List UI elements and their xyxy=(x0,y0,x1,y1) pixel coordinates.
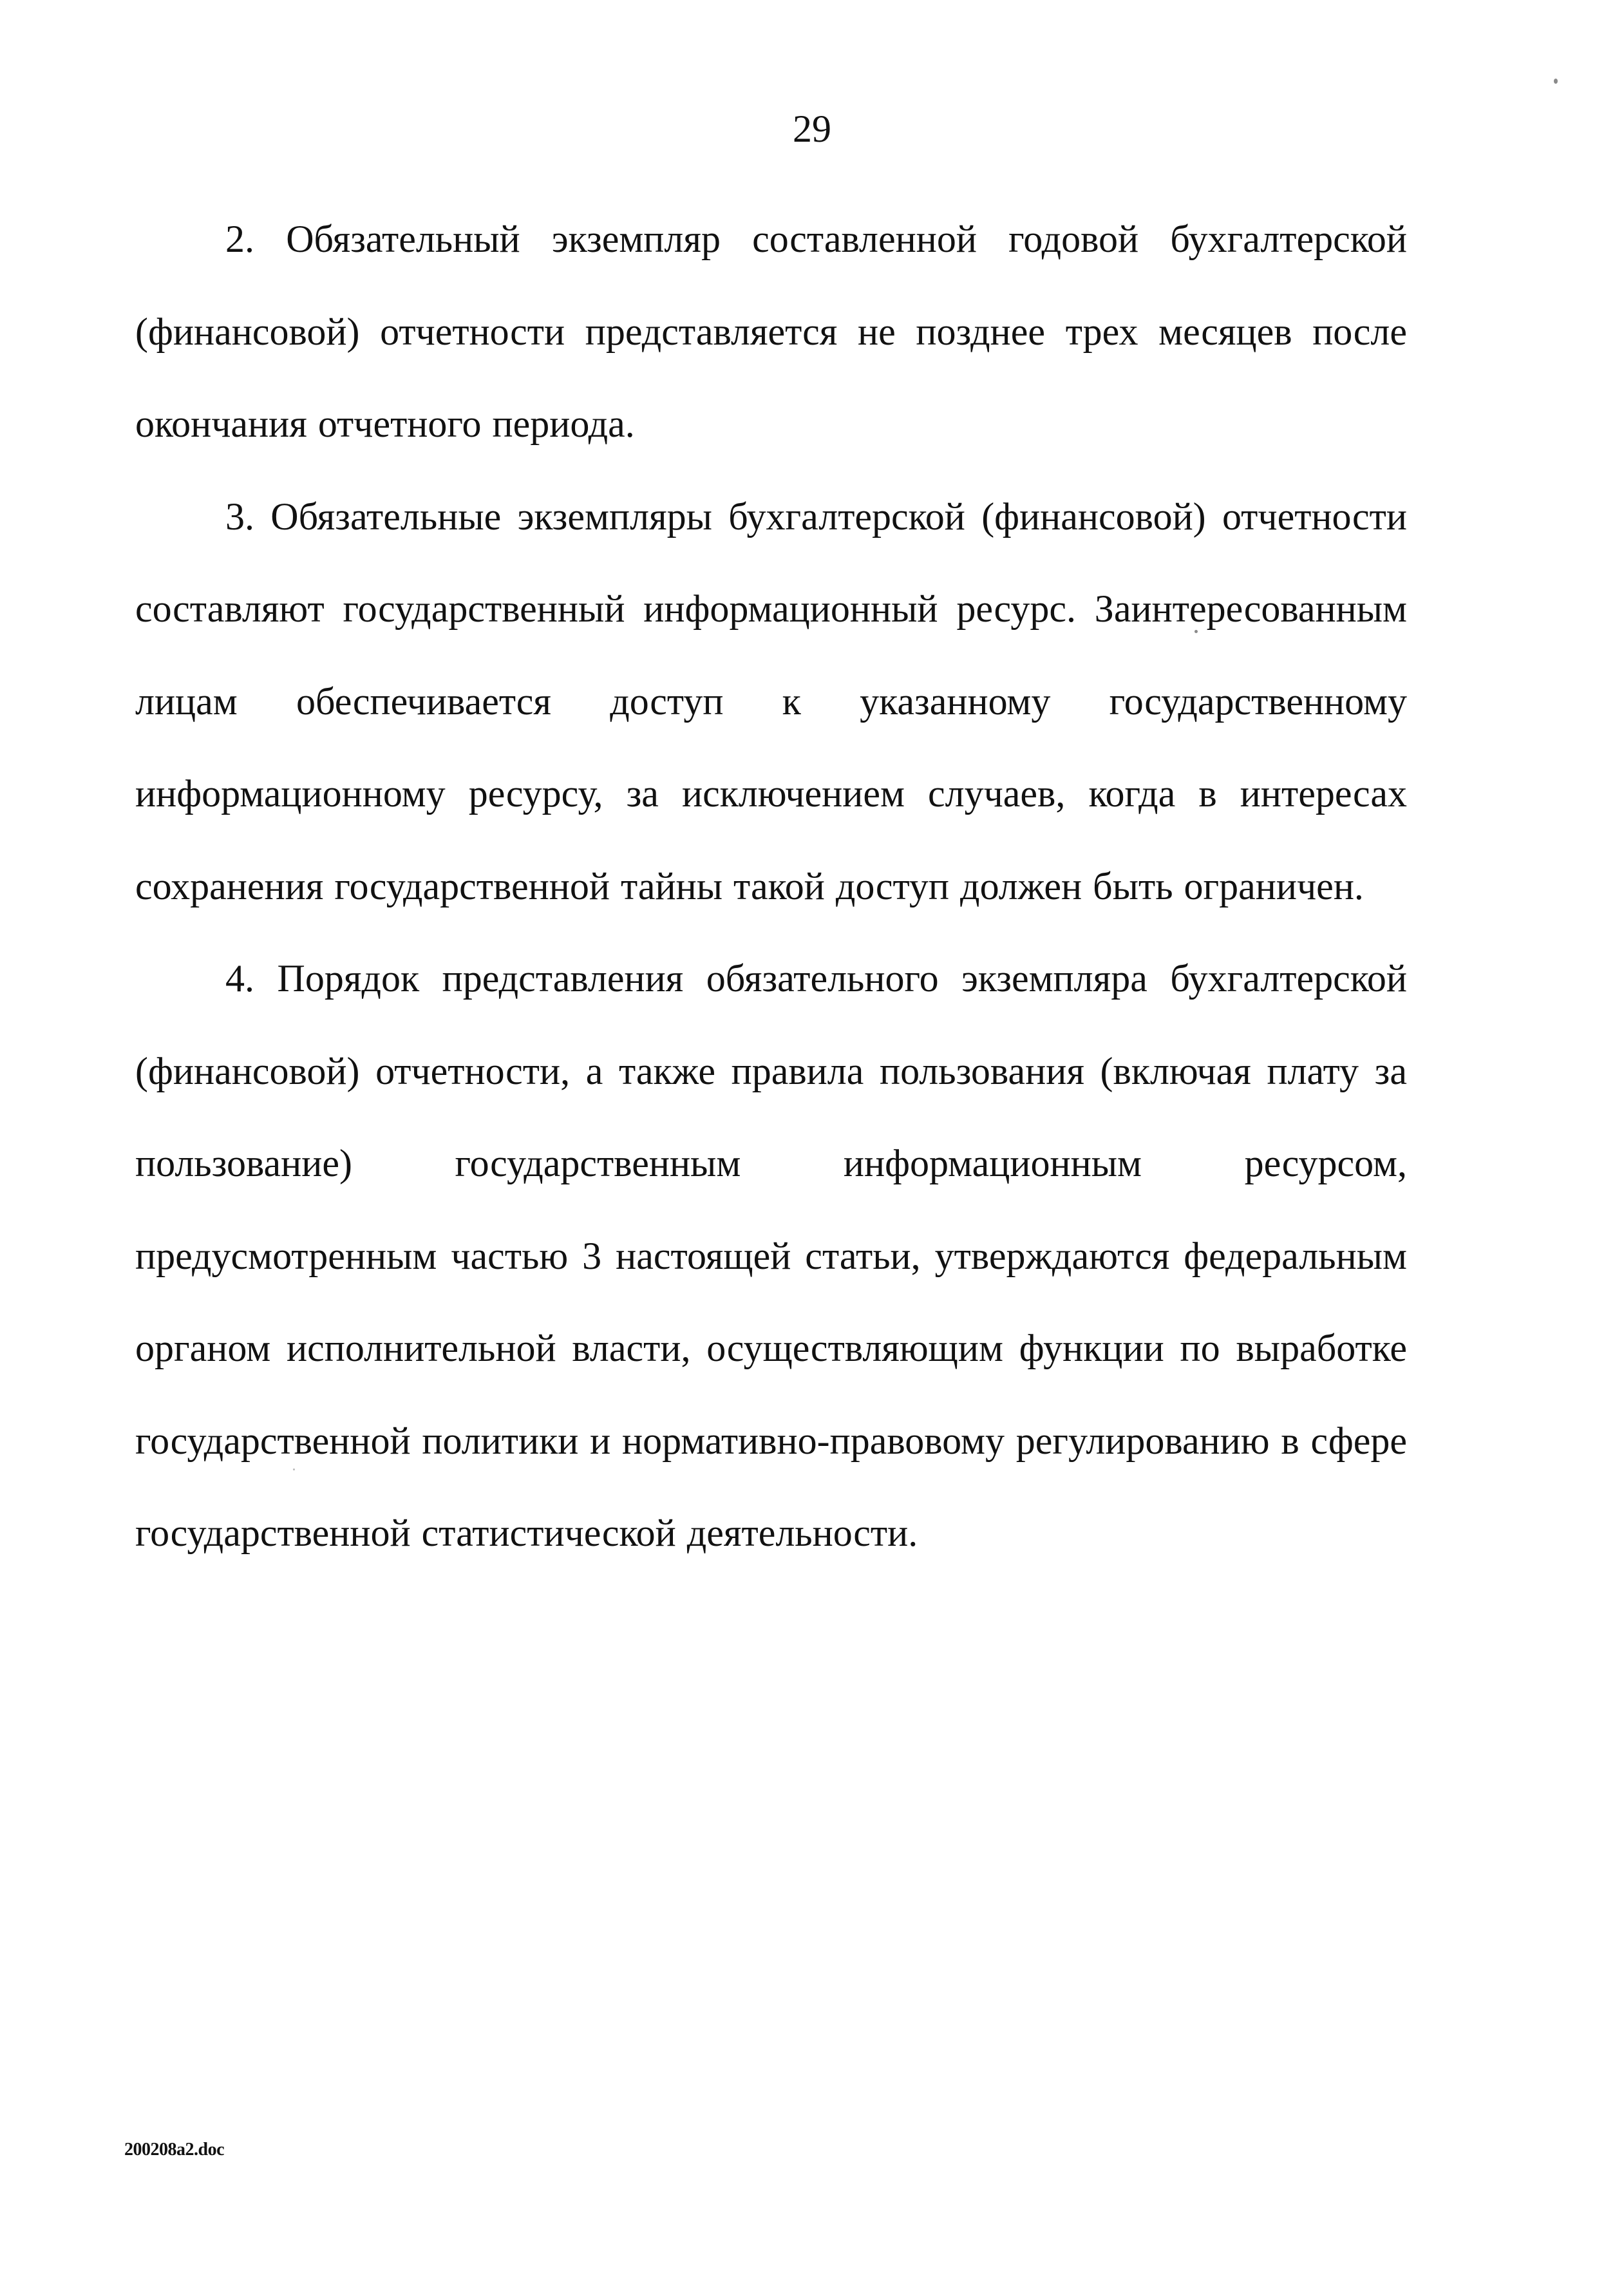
scan-speck xyxy=(1554,79,1558,84)
paragraph-2: 2. Обязательный экземпляр составленной годовой бухгалтерской (финансовой) отчетности представляется не позднее трех месяцев после окончания отчетного периода. xyxy=(135,218,1407,445)
scan-speck xyxy=(1194,630,1198,633)
page-number: 29 xyxy=(793,108,831,150)
document-body xyxy=(135,193,1407,1580)
scan-speck xyxy=(293,1468,295,1470)
paragraph-3: 3. Обязательные экземпляры бухгалтерской (финансовой) отчетности составляют государственный информационный ресурс. Заинтересованным лицам обеспечивается доступ к указанному государственному информационному ресурсу, за исключением случаев, когда в интересах сохранения государственной тайны такой доступ должен быть ограничен. xyxy=(135,495,1407,907)
paragraph-4: 4. Порядок представления обязательного экземпляра бухгалтерской (финансовой) отчетности, а также правила пользования (включая плату за пользование) государственным информационным ресурсом, предусмотренным частью 3 настоящей статьи, утверждаются федеральным органом исполнительной власти, осуществляющим функции по выработке государственной политики и нормативно-правовому регулированию в сфере государственной статистической деятельности. xyxy=(135,957,1407,1554)
footer-filename: 200208a2.doc xyxy=(124,2140,224,2160)
